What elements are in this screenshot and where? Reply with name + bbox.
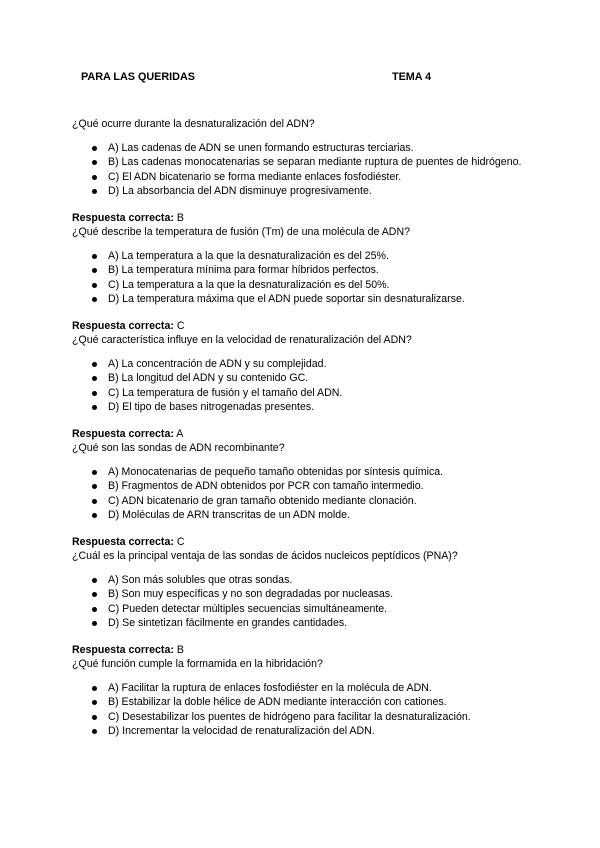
option-item: B) La longitud del ADN y su contenido GC.: [72, 371, 542, 386]
question-text: ¿Qué característica influye en la velocidad de renaturalización del ADN?: [72, 334, 412, 346]
answer-label: Respuesta correcta:: [72, 319, 174, 332]
option-item: D) La temperatura máxima que el ADN puede soportar sin desnaturalizarse.: [72, 292, 542, 307]
option-list: [72, 141, 542, 199]
option-list: [72, 573, 542, 631]
option-item: C) La temperatura a la que la desnaturalización es del 50%.: [72, 278, 542, 293]
question-block: [72, 549, 542, 657]
option-item: C) El ADN bicatenario se forma mediante enlaces fosfodiéster.: [72, 170, 542, 185]
option-item: C) Pueden detectar múltiples secuencias simultáneamente.: [72, 602, 542, 617]
question-list: [72, 117, 542, 739]
option-item: C) ADN bicatenario de gran tamaño obtenido mediante clonación.: [72, 494, 542, 509]
answer-value: B: [176, 643, 184, 656]
correct-answer: [72, 319, 542, 334]
option-item: A) Son más solubles que otras sondas.: [72, 573, 542, 588]
option-item: A) Monocatenarias de pequeño tamaño obtenidas por síntesis química.: [72, 465, 542, 480]
answer-label: Respuesta correcta:: [72, 427, 174, 440]
option-item: C) Desestabilizar los puentes de hidrógeno para facilitar la desnaturalización.: [72, 710, 542, 725]
option-item: C) La temperatura de fusión y el tamaño del ADN.: [72, 386, 542, 401]
question-text: ¿Qué ocurre durante la desnaturalización del ADN?: [72, 118, 315, 130]
correct-answer: [72, 427, 542, 442]
question-block: [72, 117, 542, 225]
answer-label: Respuesta correcta:: [72, 643, 174, 656]
question-text: ¿Qué describe la temperatura de fusión (Tm) de una molécula de ADN?: [72, 226, 410, 238]
correct-answer: [72, 643, 542, 658]
question-text: ¿Cuál es la principal ventaja de las sondas de ácidos nucleicos peptídicos (PNA)?: [72, 550, 458, 562]
answer-value: C: [176, 535, 185, 548]
option-item: D) El tipo de bases nitrogenadas presentes.: [72, 400, 542, 415]
option-item: A) Facilitar la ruptura de enlaces fosfodiéster en la molécula de ADN.: [72, 681, 542, 696]
page-header: [0, 70, 600, 86]
question-block: [72, 225, 542, 333]
option-item: A) La concentración de ADN y su complejidad.: [72, 357, 542, 372]
option-item: B) Las cadenas monocatenarias se separan mediante ruptura de puentes de hidrógeno.: [72, 155, 542, 170]
option-item: B) Son muy específicas y no son degradadas por nucleasas.: [72, 587, 542, 602]
option-item: B) Estabilizar la doble hélice de ADN mediante interacción con cationes.: [72, 695, 542, 710]
answer-value: A: [176, 427, 184, 440]
option-list: [72, 249, 542, 307]
question-block: [72, 657, 542, 739]
correct-answer: [72, 211, 542, 226]
option-item: D) Moléculas de ARN transcritas de un ADN molde.: [72, 508, 542, 523]
option-item: B) Fragmentos de ADN obtenidos por PCR con tamaño intermedio.: [72, 479, 542, 494]
option-item: D) Se sintetizan fácilmente en grandes cantidades.: [72, 616, 542, 631]
option-list: [72, 357, 542, 415]
option-item: D) Incrementar la velocidad de renaturalización del ADN.: [72, 724, 542, 739]
option-item: A) La temperatura a la que la desnaturalización es del 25%.: [72, 249, 542, 264]
option-list: [72, 681, 542, 739]
header-title: PARA LAS QUERIDAS: [81, 71, 195, 83]
option-item: B) La temperatura mínima para formar híbridos perfectos.: [72, 263, 542, 278]
answer-label: Respuesta correcta:: [72, 211, 174, 224]
option-list: [72, 465, 542, 523]
answer-label: Respuesta correcta:: [72, 535, 174, 548]
header-topic: TEMA 4: [392, 71, 432, 83]
question-block: [72, 441, 542, 549]
question-text: ¿Qué función cumple la formamida en la hibridación?: [72, 658, 323, 670]
question-text: ¿Qué son las sondas de ADN recombinante?: [72, 442, 285, 454]
correct-answer: [72, 535, 542, 550]
option-item: D) La absorbancia del ADN disminuye progresivamente.: [72, 184, 542, 199]
question-block: [72, 333, 542, 441]
answer-value: B: [176, 211, 184, 224]
option-item: A) Las cadenas de ADN se unen formando estructuras terciarias.: [72, 141, 542, 156]
answer-value: C: [176, 319, 185, 332]
